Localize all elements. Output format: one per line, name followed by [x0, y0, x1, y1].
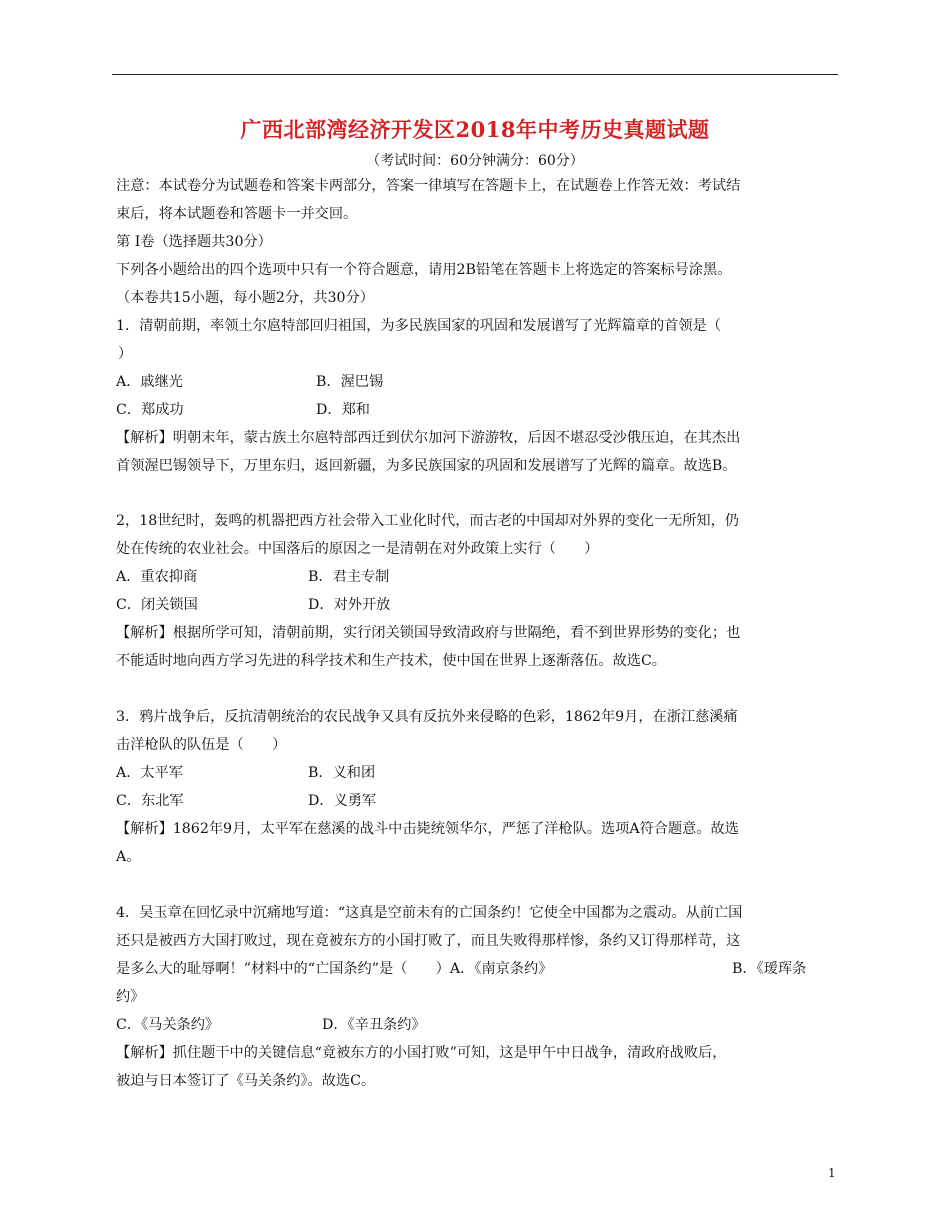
- exam-info: （考试时间：60分钟满分：60分）: [366, 153, 584, 169]
- question-2-analysis: 【解析】根据所学可知，清朝前期，实行闭关锁国导致清政府与世隔绝，看不到世界形势的变化；也: [116, 625, 741, 641]
- question-3-option-d: D．义勇军: [308, 793, 377, 809]
- question-4-option-d: D．《辛丑条约》: [322, 1017, 426, 1033]
- question-3-analysis: A。: [116, 849, 141, 865]
- question-2-option-b: B．君主专制: [308, 569, 390, 585]
- page-number: 1: [828, 1166, 836, 1180]
- question-1-option-b: B．渥巴锡: [316, 374, 384, 390]
- question-3-stem: 击洋枪队的队伍是（ ）: [116, 737, 287, 753]
- question-1-analysis: 【解析】明朝末年，蒙古族土尔扈特部西迁到伏尔加河下游游牧，后因不堪忍受沙俄压迫，在其杰出: [116, 430, 741, 446]
- question-4-option-c: C．《马关条约》: [116, 1017, 220, 1033]
- question-3-option-b: B．义和团: [308, 765, 376, 781]
- question-3-option-a: A．太平军: [116, 765, 183, 781]
- question-3-stem: 3．鸦片战争后，反抗清朝统治的农民战争又具有反抗外来侵略的色彩，1862年9月，在浙江慈溪痛: [116, 709, 738, 725]
- question-3-analysis: 【解析】1862年9月，太平军在慈溪的战斗中击毙统领华尔，严惩了洋枪队。选项A符合题意。故选: [116, 821, 739, 837]
- question-4-stem: 约》: [116, 989, 145, 1005]
- page-title: 广西北部湾经济开发区2018年中考历史真题试题: [240, 117, 710, 142]
- question-1-analysis: 首领渥巴锡领导下，万里东归，返回新疆，为多民族国家的巩固和发展谱写了光辉的篇章。故选B。: [116, 458, 737, 474]
- question-2-analysis: 不能适时地向西方学习先进的科学技术和生产技术，使中国在世界上逐渐落伍。故选C。: [116, 653, 666, 669]
- question-4-stem: 还只是被西方大国打败过，现在竟被东方的小国打败了，而且失败得那样惨，条约又订得那样苛，这: [116, 933, 741, 949]
- question-4-analysis: 【解析】抓住题干中的关键信息“竟被东方的小国打败”可知，这是甲午中日战争，清政府战败后，: [116, 1045, 727, 1061]
- question-1-option-a: A．戚继光: [116, 374, 183, 390]
- question-2-option-d: D．对外开放: [308, 597, 391, 613]
- notice-line: 注意：本试卷分为试题卷和答案卡两部分，答案一律填写在答题卡上，在试题卷上作答无效：考试结: [116, 178, 741, 194]
- notice-line: 束后，将本试题卷和答题卡一并交回。: [116, 206, 358, 222]
- instruction-line: 下列各小题给出的四个选项中只有一个符合题意，请用2B铅笔在答题卡上将选定的答案标号涂黑。: [116, 262, 732, 278]
- question-2-stem: 处在传统的农业社会。中国落后的原因之一是清朝在对外政策上实行（ ）: [116, 541, 599, 557]
- question-4-stem: 4．吴玉章在回忆录中沉痛地写道：“这真是空前未有的亡国条约！它使全中国都为之震动。从前亡国: [116, 905, 743, 921]
- question-4-option-b: B．《瑷珲条: [732, 961, 807, 977]
- question-1-option-d: D．郑和: [316, 402, 370, 418]
- instruction-line: （本卷共15小题，每小题2分，共30分）: [116, 290, 374, 306]
- question-2-option-a: A．重农抑商: [116, 569, 198, 585]
- question-4-stem: 是多么大的耻辱啊！”材料中的“亡国条约”是（ ）A．《南京条约》: [116, 961, 553, 977]
- header-rule: [112, 74, 838, 75]
- question-2-stem: 2，18世纪时，轰鸣的机器把西方社会带入工业化时代，而古老的中国却对外界的变化一无所知，仍: [116, 513, 739, 529]
- question-4-analysis: 被迫与日本签订了《马关条约》。故选C。: [116, 1073, 376, 1089]
- question-1-stem: ）: [118, 346, 133, 362]
- section-title: 第 Ⅰ卷（选择题共30分）: [116, 234, 272, 250]
- question-1-stem: 1．清朝前期，率领土尔扈特部回归祖国，为多民族国家的巩固和发展谱写了光辉篇章的首领是（: [116, 318, 721, 334]
- question-3-option-c: C．东北军: [116, 793, 184, 809]
- question-1-option-c: C．郑成功: [116, 402, 184, 418]
- question-2-option-c: C．闭关锁国: [116, 597, 198, 613]
